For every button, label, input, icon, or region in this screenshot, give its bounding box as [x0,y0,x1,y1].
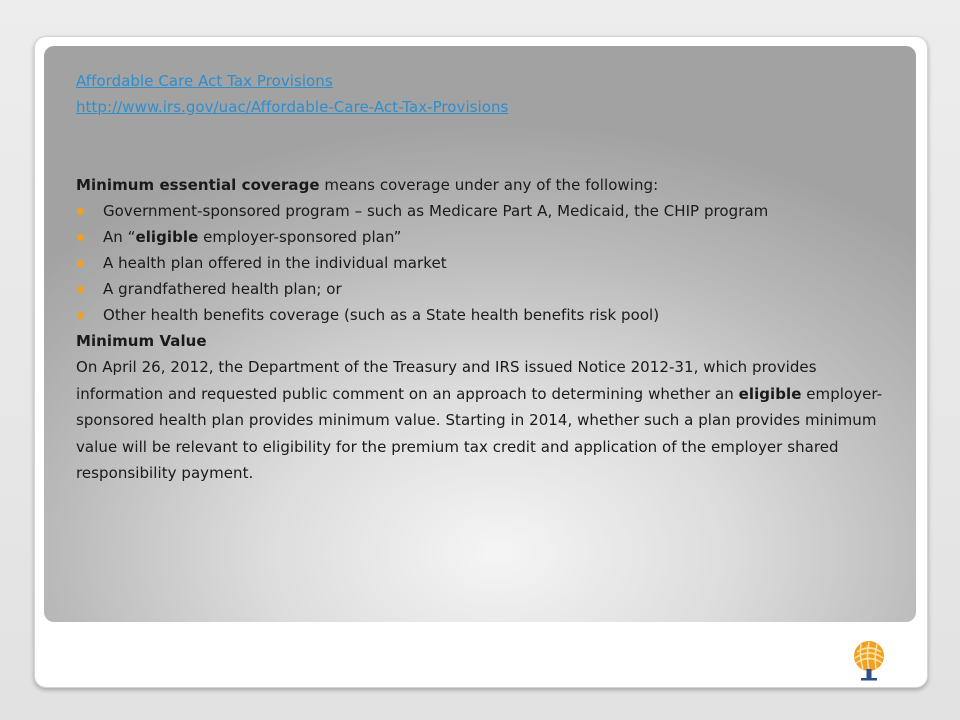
min-value-text-bold: eligible [738,384,802,403]
tree-base [861,678,877,681]
min-value-text-post: employer-sponsored health plan provides minimum value. Starting in 2014, whether such a plan provides minimum value will be relevant to eligibility for the premium tax credit and application of the employer shared responsibility payment. [76,384,883,482]
tree-canopy [854,641,884,671]
mec-list [76,198,896,328]
bullet-dot-icon [77,260,84,267]
min-value-heading: Minimum Value [76,332,207,350]
min-value-heading-line [76,328,896,354]
mec-heading: Minimum essential coverage [76,176,320,194]
list-item [76,198,896,224]
min-value-paragraph [76,354,896,487]
list-item [76,250,896,276]
bullet-dot-icon [77,208,84,215]
slide-content [76,68,896,487]
bullet-text: Other health benefits coverage (such as a State health benefits risk pool) [103,306,660,324]
bullet-dot-icon [77,234,84,241]
list-item [76,224,896,250]
bullet-dot-icon [77,286,84,293]
bullet-dot-icon [77,312,84,319]
aca-title-link[interactable]: Affordable Care Act Tax Provisions [76,72,333,90]
bullet-text-post: employer-sponsored plan” [198,228,402,246]
min-value-text-pre: On April 26, 2012, the Department of the Treasury and IRS issued Notice 2012-31, which provides information and requested public comment on an approach to determining whether an [76,358,817,403]
mec-intro [76,172,896,198]
bullet-text-bold: eligible [135,228,199,246]
mec-heading-rest: means coverage under any of the following: [319,176,659,194]
list-item [76,276,896,302]
bullet-text: A grandfathered health plan; or [103,280,342,298]
list-item [76,302,896,328]
tree-trunk [867,669,872,679]
aca-url-link[interactable]: http://www.irs.gov/uac/Affordable-Care-Act-Tax-Provisions [76,98,509,116]
spacer [76,120,896,172]
bullet-text-pre: An “ [103,228,136,246]
tree-logo-icon [846,638,892,684]
bullet-text: Government-sponsored program – such as Medicare Part A, Medicaid, the CHIP program [103,202,769,220]
bullet-text: A health plan offered in the individual market [103,254,447,272]
